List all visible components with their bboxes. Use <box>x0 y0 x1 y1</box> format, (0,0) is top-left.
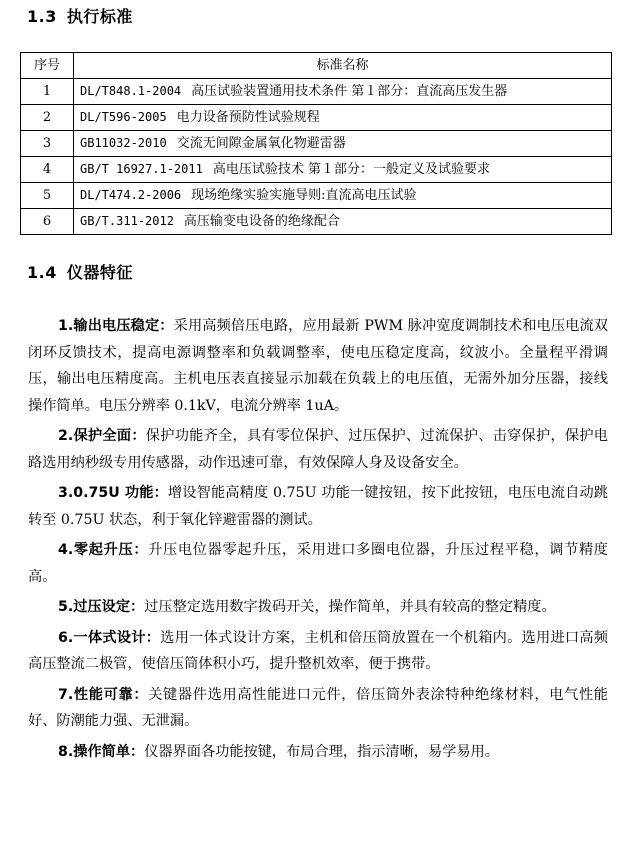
standard-code: DL/T596-2005 <box>80 110 167 124</box>
section-title-text: 仪器特征 <box>66 263 133 282</box>
feature-heading: 5.过压设定： <box>58 599 145 615</box>
row-index: 6 <box>21 209 74 235</box>
feature-paragraph <box>28 313 608 419</box>
table-row <box>21 131 612 157</box>
standard-title: 高压试验装置通用技术条件 第１部分：直流高压发生器 <box>191 84 508 99</box>
feature-body: 增设智能高精度 0.75U 功能一键按钮，按下此按钮，电压电流自动跳转至 0.75U 状态，利于氧化锌避雷器的测试。 <box>28 485 608 528</box>
feature-heading: 6.一体式设计： <box>58 629 161 646</box>
table-row <box>21 157 612 183</box>
section-heading-features <box>27 260 133 283</box>
section-number: 1.4 <box>27 263 57 282</box>
row-standard <box>74 157 612 183</box>
standard-code: GB/T 16927.1-2011 <box>80 162 203 176</box>
column-header-standard-name: 标准名称 <box>74 53 612 79</box>
row-standard <box>74 209 612 235</box>
feature-paragraph <box>28 480 608 533</box>
table-row <box>21 183 612 209</box>
row-standard <box>74 79 612 105</box>
table-row <box>21 79 612 105</box>
feature-heading: 4.零起升压： <box>58 542 149 558</box>
table-header-row <box>21 53 612 79</box>
row-standard <box>74 105 612 131</box>
row-index: 5 <box>21 183 74 209</box>
section-number: 1.3 <box>27 7 57 26</box>
feature-paragraph <box>28 537 608 590</box>
row-index: 3 <box>21 131 74 157</box>
feature-body: 采用高频倍压电路，应用最新 PWM 脉冲宽度调制技术和电压电流双闭环反馈技术，提高电源调整率和负载调整率，使电压稳定度高，纹波小。全量程平滑调压，输出电压精度高。主机电压表直接显示加载在负载上的电压值，无需外加分压器，接线操作简单。电压分辨率 0.1kV，电流分辨率 1uA。 <box>28 318 608 414</box>
feature-heading: 2.保护全面： <box>58 428 146 444</box>
feature-paragraph <box>28 594 608 621</box>
row-index: 4 <box>21 157 74 183</box>
feature-paragraph <box>28 625 608 678</box>
feature-body: 过压整定选用数字拨码开关，操作简单，并具有较高的整定精度。 <box>144 599 556 615</box>
table-row <box>21 209 612 235</box>
standards-table <box>20 52 612 235</box>
feature-heading: 8.操作简单： <box>58 743 145 760</box>
feature-paragraph <box>28 739 608 766</box>
section-title-text: 执行标准 <box>66 7 133 26</box>
column-header-index: 序号 <box>21 53 74 79</box>
feature-body: 选用一体式设计方案，主机和倍压筒放置在一个机箱内。选用进口高频高压整流二极管，使倍压筒体积小巧，提升整机效率，便于携带。 <box>28 629 608 672</box>
row-index: 2 <box>21 105 74 131</box>
standard-code: GB/T.311-2012 <box>80 214 174 228</box>
standard-title: 交流无间隙金属氧化物避雷器 <box>176 136 346 151</box>
section-heading-standards <box>27 4 133 27</box>
standard-title: 现场绝缘实验实施导则:直流高电压试验 <box>191 188 417 203</box>
row-standard <box>74 183 612 209</box>
feature-paragraph <box>28 423 608 476</box>
standard-code: GB11032-2010 <box>80 136 167 150</box>
row-standard <box>74 131 612 157</box>
feature-heading: 3.0.75U 功能： <box>58 485 168 501</box>
feature-list <box>28 313 608 769</box>
feature-body: 保护功能齐全，具有零位保护、过压保护、过流保护、击穿保护，保护电路选用纳秒级专用传感器，动作迅速可靠，有效保障人身及设备安全。 <box>28 428 608 471</box>
feature-body: 关键器件选用高性能进口元件，倍压筒外表涂特种绝缘材料，电气性能好、防潮能力强、无泄漏。 <box>28 686 608 729</box>
table-row <box>21 105 612 131</box>
standard-title: 电力设备预防性试验规程 <box>176 110 320 125</box>
standard-title: 高电压试验技术 第１部分：一般定义及试验要求 <box>212 162 490 177</box>
standard-code: DL/T474.2-2006 <box>80 188 182 202</box>
feature-body: 升压电位器零起升压，采用进口多圈电位器，升压过程平稳，调节精度高。 <box>28 542 608 585</box>
feature-heading: 7.性能可靠： <box>58 686 149 703</box>
feature-paragraph <box>28 682 608 735</box>
row-index: 1 <box>21 79 74 105</box>
feature-body: 仪器界面各功能按键，布局合理，指示清晰，易学易用。 <box>144 743 499 760</box>
standard-code: DL/T848.1-2004 <box>80 84 182 98</box>
feature-heading: 1.输出电压稳定： <box>58 318 174 334</box>
standard-title: 高压输变电设备的绝缘配合 <box>183 214 340 229</box>
